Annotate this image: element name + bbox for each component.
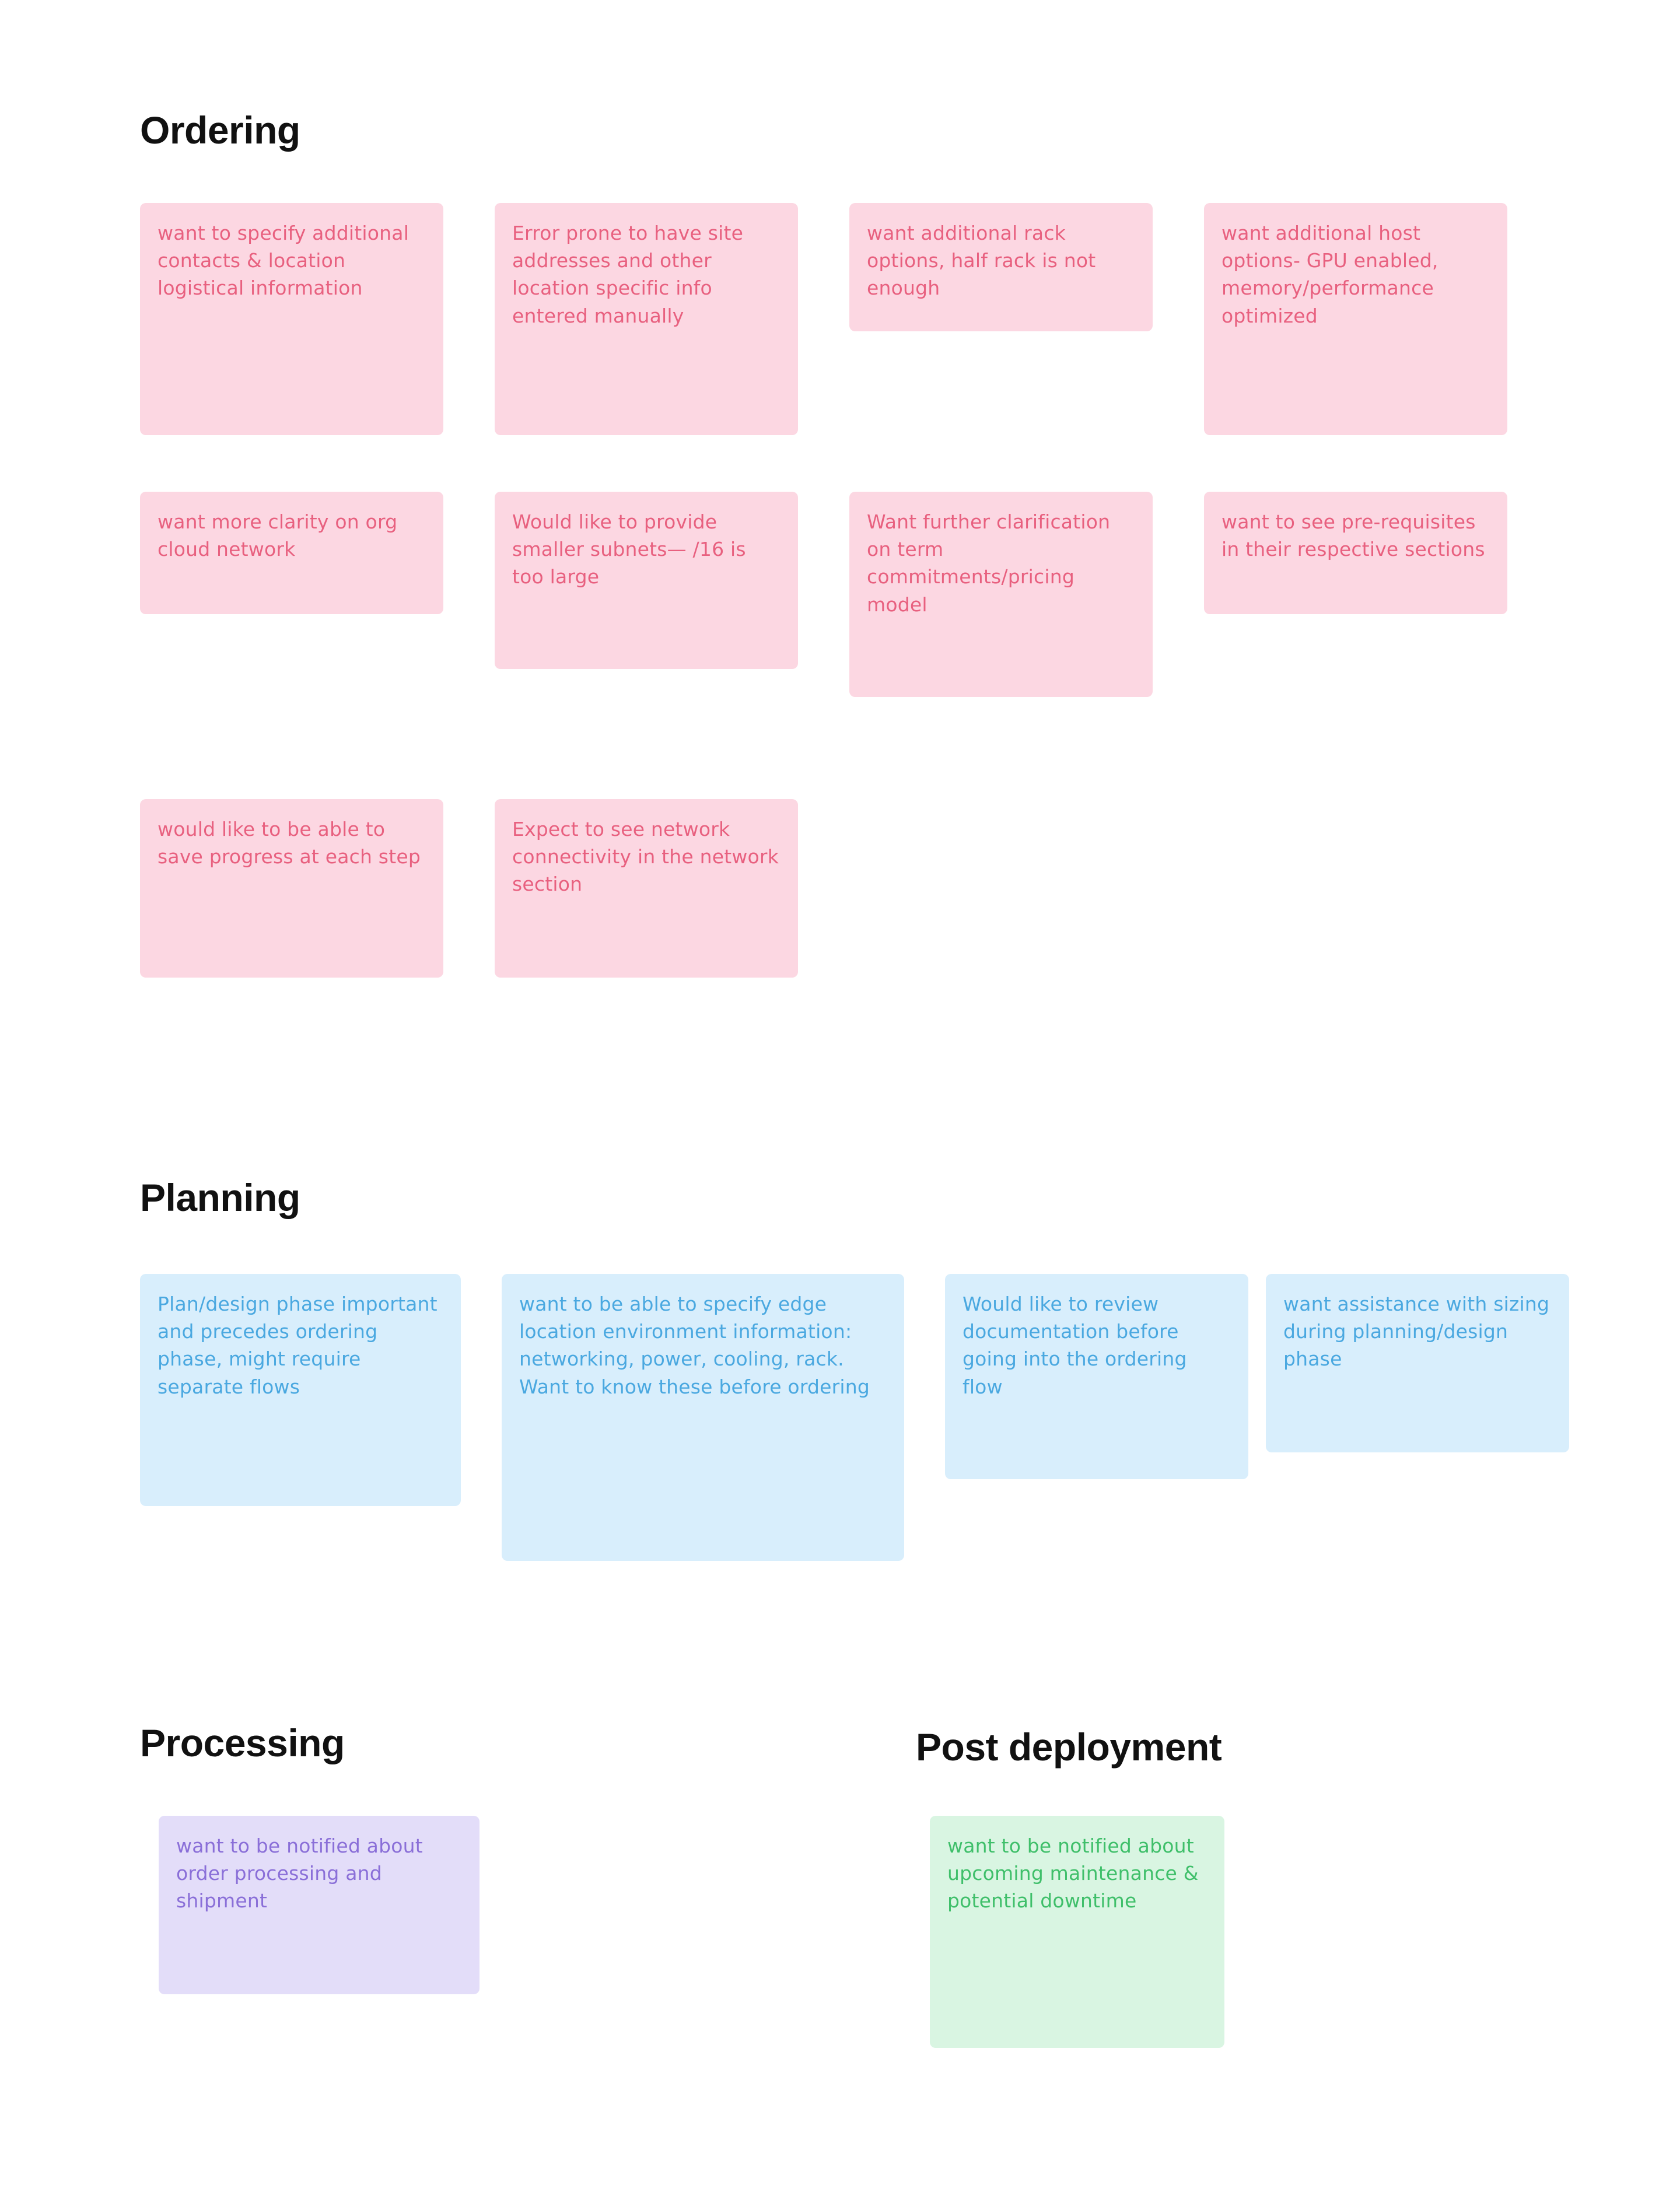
- sticky-note[interactable]: want to see pre-requisites in their respective sections: [1204, 492, 1507, 614]
- sticky-note[interactable]: want to specify additional contacts & location logistical information: [140, 203, 443, 435]
- sticky-note[interactable]: Plan/design phase important and precedes ordering phase, might require separate flows: [140, 1274, 461, 1506]
- section-title-post-deployment: Post deployment: [916, 1725, 1222, 1769]
- sticky-note[interactable]: want to be notified about upcoming maintenance & potential downtime: [930, 1816, 1224, 2048]
- sticky-note[interactable]: Error prone to have site addresses and other location specific info entered manually: [495, 203, 798, 435]
- sticky-note[interactable]: want additional rack options, half rack is not enough: [849, 203, 1153, 331]
- sticky-note[interactable]: want more clarity on org cloud network: [140, 492, 443, 614]
- section-ordering: [140, 108, 1485, 1037]
- sticky-note[interactable]: Would like to provide smaller subnets— /16 is too large: [495, 492, 798, 669]
- sticky-note[interactable]: want to be notified about order processing and shipment: [159, 1816, 480, 1994]
- sticky-note[interactable]: want additional host options- GPU enabled, memory/performance optimized: [1204, 203, 1507, 435]
- note-group-ordering: [140, 203, 1485, 1037]
- sticky-note[interactable]: would like to be able to save progress at each step: [140, 799, 443, 978]
- note-group-planning: [140, 1274, 1550, 1583]
- sticky-note[interactable]: want to be able to specify edge location environment information: networking, power, cooling, rack. Want to know these before ordering: [502, 1274, 904, 1561]
- section-title-planning: Planning: [140, 1176, 300, 1219]
- section-title-ordering: Ordering: [140, 108, 300, 152]
- note-group-post-deployment: [916, 1816, 1266, 2072]
- section-post-deployment: [916, 1725, 1266, 2072]
- sticky-note[interactable]: Expect to see network connectivity in the network section: [495, 799, 798, 978]
- section-planning: [140, 1176, 1550, 1583]
- sticky-note[interactable]: Want further clarification on term commitments/pricing model: [849, 492, 1153, 697]
- note-group-processing: [140, 1816, 490, 2049]
- section-title-processing: Processing: [140, 1721, 345, 1764]
- section-processing: [140, 1721, 490, 2049]
- sticky-note[interactable]: want assistance with sizing during planning/design phase: [1266, 1274, 1569, 1452]
- sticky-note[interactable]: Would like to review documentation before going into the ordering flow: [945, 1274, 1248, 1479]
